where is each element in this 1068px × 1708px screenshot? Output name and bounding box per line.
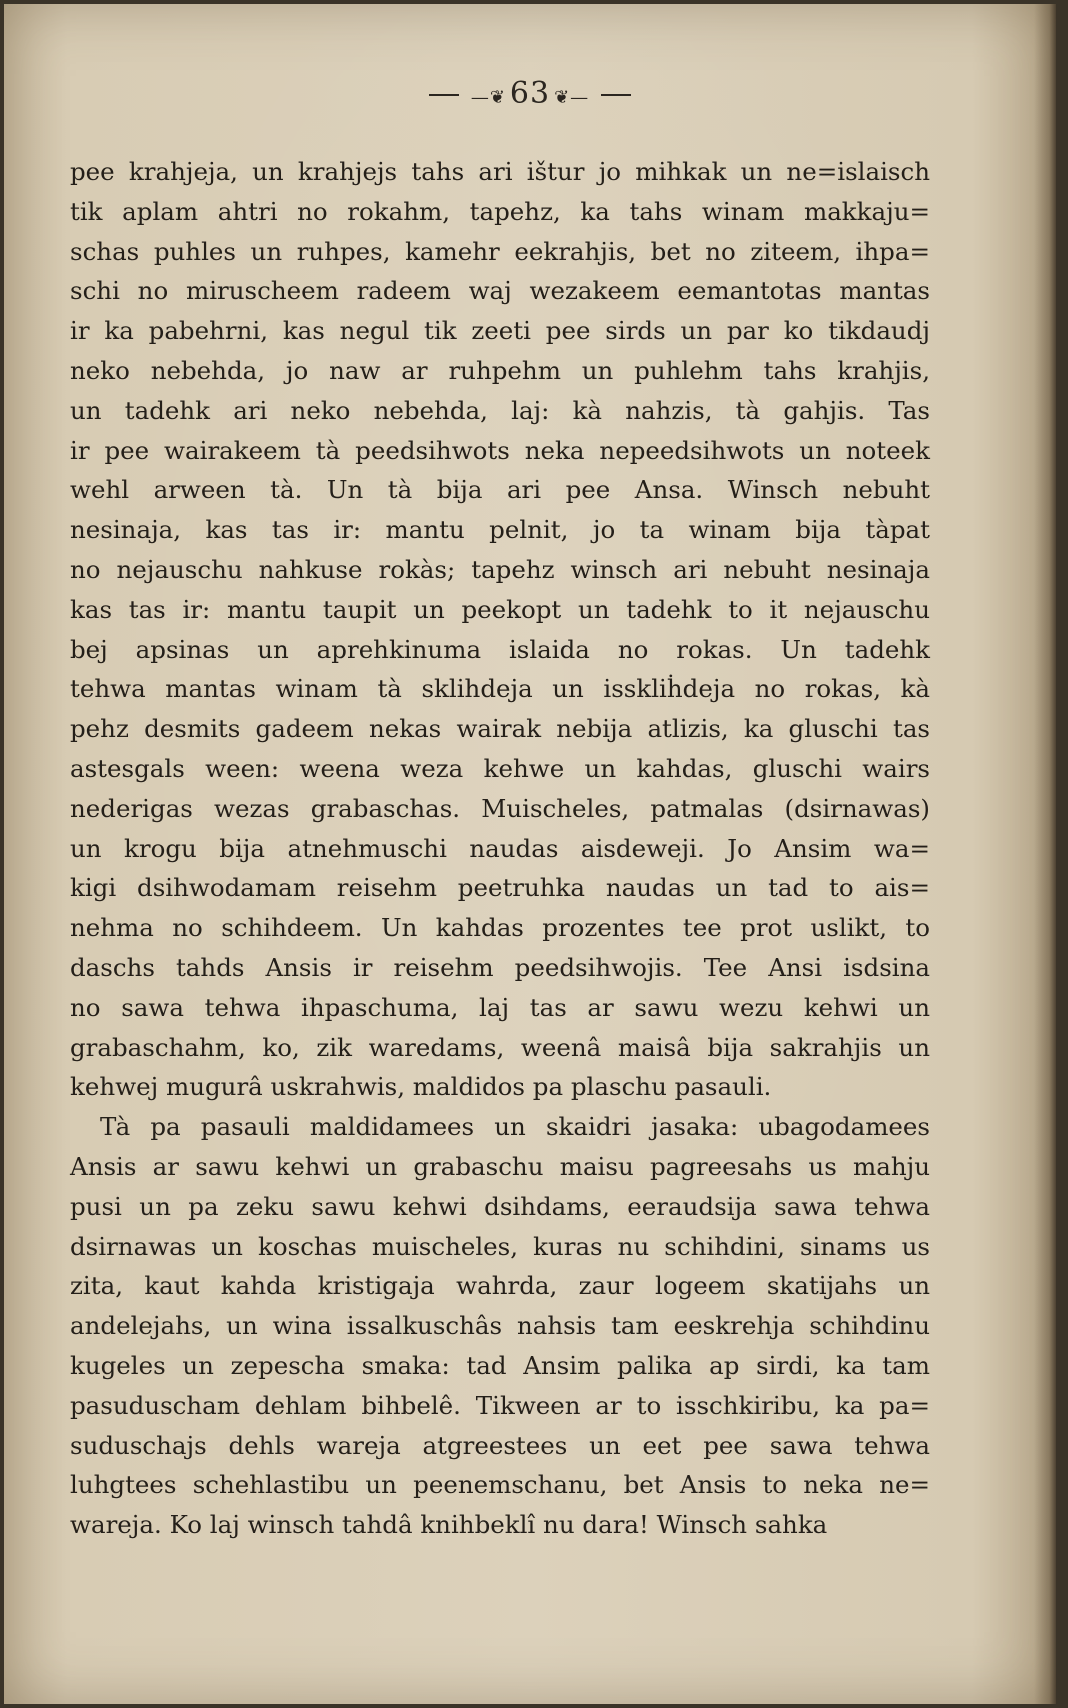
text-line: bej apsinas un aprehkinuma islaida no rokas. Un tadehk bbox=[70, 634, 930, 664]
text-line: tik aplam ahtri no rokahm, tapehz, ka tahs winam makkaju= bbox=[70, 196, 930, 226]
text-line: nehma no schihdeem. Un kahdas prozentes tee prot uslikt, to bbox=[70, 913, 930, 943]
text-line: no sawa tehwa ihpaschuma, laj tas ar sawu wezu kehwi un bbox=[70, 992, 930, 1022]
right-ornament-line bbox=[601, 94, 631, 96]
page-body-text bbox=[70, 152, 930, 1545]
text-line: schas puhles un ruhpes, kamehr eekrahjis, bet no ziteem, ihpa= bbox=[70, 236, 930, 266]
text-line: nederigas wezas grabaschas. Muischeles, patmalas (dsirnawas) bbox=[70, 793, 930, 823]
text-line: un krogu bija atnehmuschi naudas aisdeweji. Jo Ansim wa= bbox=[70, 833, 930, 863]
text-line: pasuduscham dehlam bihbelê. Tikween ar to isschkiribu, ka pa= bbox=[70, 1390, 930, 1420]
text-line: daschs tahds Ansis ir reisehm peedsihwojis. Tee Ansi isdsina bbox=[70, 952, 930, 982]
text-line: schi no miruscheem radeem waj wezakeem eemantotas mantas bbox=[70, 276, 930, 306]
text-line: grabaschahm, ko, zik waredams, weenâ maisâ bija sakrahjis un bbox=[70, 1032, 930, 1062]
text-line: wehl arween tà. Un tà bija ari pee Ansa. Winsch nebuht bbox=[70, 475, 930, 505]
text-line: un tadehk ari neko nebehda, laj: kà nahzis, tà gahjis. Tas bbox=[70, 395, 930, 425]
left-ornament-glyph: —❦ bbox=[470, 87, 506, 108]
text-line: andelejahs, un wina issalkuschâs nahsis tam eeskrehja schihdinu bbox=[70, 1311, 930, 1341]
text-line: neko nebehda, jo naw ar ruhpehm un puhlehm tahs krahjis, bbox=[70, 355, 930, 385]
text-line: wareja. Ko laj winsch tahdâ knihbeklî nu dara! Winsch sahka bbox=[70, 1510, 828, 1540]
left-ornament-line bbox=[429, 94, 459, 96]
text-line: ir ka pabehrni, kas negul tik zeeti pee sirds un par ko tikdaudj bbox=[70, 316, 930, 346]
text-line: kehwej mugurâ uskrahwis, maldidos pa plaschu pasauli. bbox=[70, 1072, 772, 1102]
text-line: zita, kaut kahda kristigaja wahrda, zaur logeem skatijahs un bbox=[70, 1271, 930, 1301]
text-line: tehwa mantas winam tà sklihdeja un isskliḣdeja no rokas, kà bbox=[70, 674, 930, 704]
page-number: 63 bbox=[509, 76, 551, 111]
text-line: astesgals ween: weena weza kehwe un kahdas, gluschi wairs bbox=[70, 753, 930, 783]
text-line: kas tas ir: mantu taupit un peekopt un tadehk to it nejauschu bbox=[70, 594, 930, 624]
text-line: ir pee wairakeem tà peedsihwots neka nepeedsihwots un noteek bbox=[70, 435, 930, 465]
text-line: kugeles un zepescha smaka: tad Ansim palika ap sirdi, ka tam bbox=[70, 1350, 930, 1380]
text-line: dsirnawas un koschas muischeles, kuras nu schihdini, sinams us bbox=[70, 1231, 930, 1261]
text-line: luhgtees schehlastibu un peenemschanu, bet Ansis to neka ne= bbox=[70, 1470, 930, 1500]
text-line: kigi dsihwodamam reisehm peetruhka naudas un tad to ais= bbox=[70, 873, 930, 903]
text-line: nesinaja, kas tas ir: mantu pelnit, jo ta winam bija tàpat bbox=[70, 515, 930, 545]
text-line: no nejauschu nahkuse rokàs; tapehz winsch ari nebuht nesinaja bbox=[70, 554, 930, 584]
text-line: suduschajs dehls wareja atgreestees un eet pee sawa tehwa bbox=[70, 1430, 930, 1460]
right-ornament-glyph: ❦— bbox=[554, 87, 590, 108]
page-header bbox=[4, 76, 1056, 111]
text-line: Ansis ar sawu kehwi un grabaschu maisu pagreesahs us mahju bbox=[70, 1151, 930, 1181]
book-page bbox=[4, 4, 1056, 1704]
text-line: Tà pa pasauli maldidamees un skaidri jasaka: ubagodamees bbox=[100, 1112, 930, 1142]
text-line: pehz desmits gadeem nekas wairak nebija atlizis, ka gluschi tas bbox=[70, 714, 930, 744]
page-edge-shadow bbox=[1034, 4, 1056, 1704]
text-line: pee krahjeja, un krahjejs tahs ari ištur jo mihkak un ne=islaisch bbox=[70, 157, 930, 186]
text-line: pusi un pa zeku sawu kehwi dsihdams, eeraudsija sawa tehwa bbox=[70, 1191, 930, 1221]
